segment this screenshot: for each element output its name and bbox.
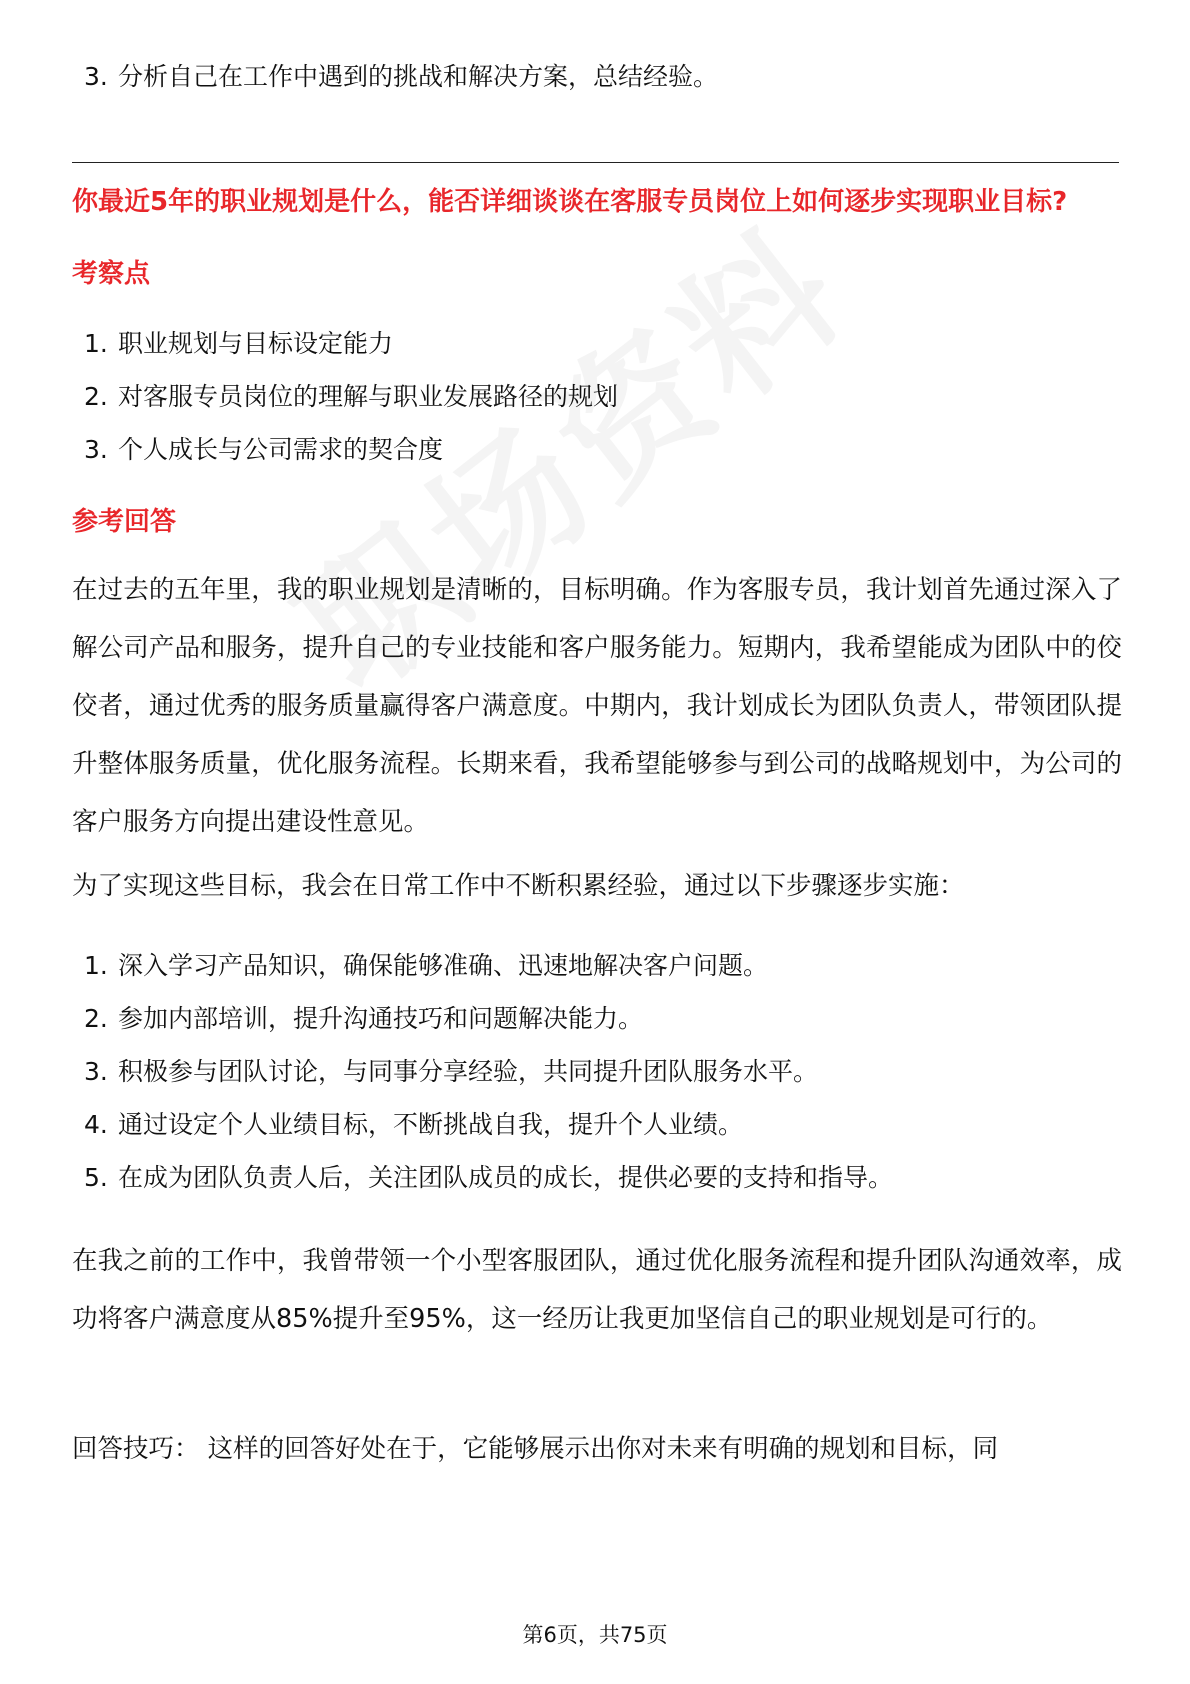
step-item-2 <box>84 1004 643 1034</box>
answer-tip: 回答技巧： 这样的回答好处在于，它能够展示出你对未来有明确的规划和目标，同 <box>72 1434 999 1464</box>
step-item-4 <box>84 1110 743 1140</box>
list-number: 3. <box>84 435 108 464</box>
answer-paragraph-2: 为了实现这些目标，我会在日常工作中不断积累经验，通过以下步骤逐步实施： <box>72 871 965 901</box>
answer-paragraph-3: 在我之前的工作中，我曾带领一个小型客服团队，通过优化服务流程和提升团队沟通效率，成功将客户满意度从85%提升至95%，这一经历让我更加坚信自己的职业规划是可行的。 <box>72 1246 1122 1334</box>
assessment-item-2 <box>84 382 618 412</box>
list-text: 分析自己在工作中遇到的挑战和解决方案，总结经验。 <box>118 62 719 91</box>
question-heading: 你最近5年的职业规划是什么，能否详细谈谈在客服专员岗位上如何逐步实现职业目标? <box>72 187 1068 217</box>
list-text: 积极参与团队讨论，与同事分享经验，共同提升团队服务水平。 <box>118 1057 819 1086</box>
list-text: 在成为团队负责人后，关注团队成员的成长，提供必要的支持和指导。 <box>118 1163 894 1192</box>
list-text: 参加内部培训，提升沟通技巧和问题解决能力。 <box>118 1004 644 1033</box>
answer-title: 参考回答 <box>72 507 177 537</box>
list-number: 1. <box>84 329 108 358</box>
assessment-item-1 <box>84 329 393 359</box>
list-text: 对客服专员岗位的理解与职业发展路径的规划 <box>118 382 619 411</box>
answer-paragraph-1: 在过去的五年里，我的职业规划是清晰的，目标明确。作为客服专员，我计划首先通过深入了解公司产品和服务，提升自己的专业技能和客户服务能力。短期内，我希望能成为团队中的佼佼者，通过优秀的服务质量赢得客户满意度。中期内，我计划成长为团队负责人，带领团队提升整体服务质量，优化服务流程。长期来看，我希望能够参与到公司的战略规划中，为公司的客户服务方向提出建设性意见。 <box>72 575 1122 837</box>
list-text: 深入学习产品知识，确保能够准确、迅速地解决客户问题。 <box>118 951 769 980</box>
list-item <box>84 62 718 92</box>
step-item-5 <box>84 1163 893 1193</box>
list-text: 个人成长与公司需求的契合度 <box>118 435 444 464</box>
section-divider <box>72 162 1119 163</box>
list-text: 通过设定个人业绩目标，不断挑战自我，提升个人业绩。 <box>118 1110 744 1139</box>
assessment-title: 考察点 <box>72 259 151 289</box>
list-number: 5. <box>84 1163 108 1192</box>
list-text: 职业规划与目标设定能力 <box>118 329 394 358</box>
step-item-3 <box>84 1057 818 1087</box>
list-number: 2. <box>84 1004 108 1033</box>
assessment-item-3 <box>84 435 443 465</box>
list-number: 1. <box>84 951 108 980</box>
list-number: 3. <box>84 62 108 91</box>
list-number: 3. <box>84 1057 108 1086</box>
step-item-1 <box>84 951 768 981</box>
list-number: 2. <box>84 382 108 411</box>
page-footer: 第6页，共75页 <box>522 1623 668 1647</box>
list-number: 4. <box>84 1110 108 1139</box>
